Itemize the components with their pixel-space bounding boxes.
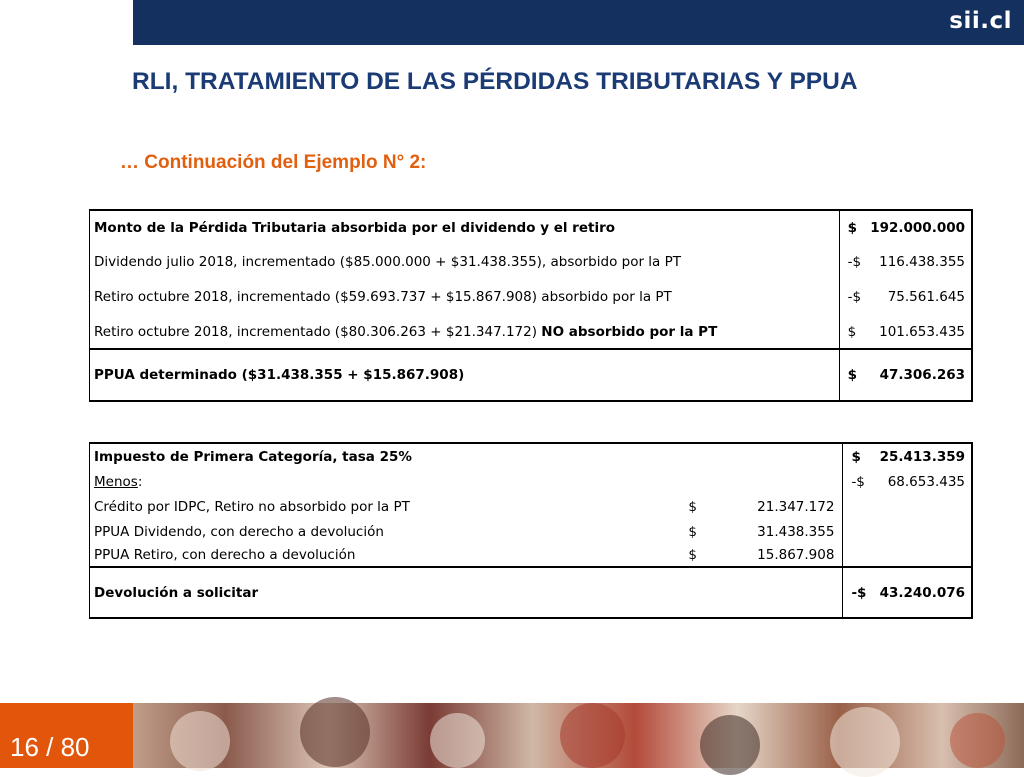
currency-sign: $	[688, 498, 698, 515]
table-perdida-tributaria	[89, 209, 973, 402]
description-emphasis: NO absorbido por la PT	[541, 323, 718, 340]
brand-logo[interactable]: sii.cl	[949, 8, 1012, 34]
crowd-figure	[560, 703, 625, 768]
currency-sign: $	[847, 367, 857, 383]
crowd-figure	[950, 713, 1005, 768]
row-amount	[843, 443, 972, 470]
table-row	[90, 494, 973, 519]
footer-photo-strip	[0, 703, 1024, 768]
amount-value: 101.653.435	[879, 323, 965, 340]
table-impuesto	[89, 442, 973, 619]
table-row	[90, 470, 973, 494]
menos-label: Menos	[94, 474, 138, 490]
currency-sign: -$	[847, 289, 862, 305]
row-description: PPUA Retiro, con derecho a devolución	[90, 544, 685, 567]
total-amount	[839, 349, 972, 401]
row-description: Dividendo julio 2018, incrementado ($85.000.000 + $31.438.355), absorbido por la PT	[90, 245, 840, 279]
amount-value: 75.561.645	[887, 289, 965, 305]
row-description	[90, 470, 685, 494]
total-description: Devolución a solicitar	[90, 567, 685, 618]
table-row	[90, 210, 973, 245]
currency-sign: -$	[851, 474, 865, 490]
row-description: Crédito por IDPC, Retiro no absorbido por la PT	[90, 494, 685, 519]
currency-sign: $	[851, 449, 861, 465]
currency-sign: $	[688, 523, 698, 540]
row-description	[90, 315, 840, 349]
crowd-figure	[700, 715, 760, 775]
crowd-figure	[170, 711, 230, 771]
slide-subtitle: … Continuación del Ejemplo N° 2:	[120, 152, 427, 173]
table-row	[90, 279, 973, 315]
crowd-figure	[830, 707, 900, 777]
amount-value: 116.438.355	[879, 254, 965, 270]
table-total-row	[90, 349, 973, 401]
table-total-row	[90, 567, 973, 618]
menos-colon: :	[137, 474, 143, 490]
page-number: 16 / 80	[10, 732, 90, 762]
currency-sign: $	[684, 544, 733, 567]
row-amount	[839, 210, 972, 245]
table-row	[90, 519, 973, 544]
currency-sign: -$	[851, 584, 867, 601]
table-row	[90, 245, 973, 279]
table-row	[90, 544, 973, 567]
currency-sign: $	[847, 220, 857, 236]
row-amount	[843, 470, 972, 494]
header-bar	[133, 0, 1024, 45]
row-description: Retiro octubre 2018, incrementado ($59.693.737 + $15.867.908) absorbido por la PT	[90, 279, 840, 315]
row-amount	[839, 315, 972, 349]
amount-value: 47.306.263	[879, 367, 965, 383]
currency-sign: -$	[847, 254, 862, 270]
currency-sign: $	[847, 323, 857, 340]
row-description: PPUA Dividendo, con derecho a devolución	[90, 519, 685, 544]
total-amount	[843, 567, 972, 618]
crowd-figure	[300, 697, 370, 767]
amount-value: 25.413.359	[879, 449, 965, 465]
amount-value: 21.347.172	[757, 498, 835, 515]
crowd-figure	[430, 713, 485, 768]
table-row	[90, 443, 973, 470]
amount-value: 192.000.000	[870, 220, 965, 236]
row-description: Impuesto de Primera Categoría, tasa 25%	[90, 443, 685, 470]
table-row	[90, 315, 973, 349]
row-amount	[839, 245, 972, 279]
amount-value: 31.438.355	[757, 523, 835, 540]
description-text: Retiro octubre 2018, incrementado ($80.306.263 + $21.347.172)	[94, 323, 542, 340]
amount-value: 15.867.908	[733, 544, 843, 567]
row-amount	[839, 279, 972, 315]
slide-title: RLI, TRATAMIENTO DE LAS PÉRDIDAS TRIBUTARIAS Y PPUA	[132, 68, 858, 95]
amount-value: 68.653.435	[887, 474, 965, 490]
row-description: Monto de la Pérdida Tributaria absorbida por el dividendo y el retiro	[90, 210, 840, 245]
total-description: PPUA determinado ($31.438.355 + $15.867.908)	[90, 349, 840, 401]
amount-value: 43.240.076	[879, 584, 965, 601]
